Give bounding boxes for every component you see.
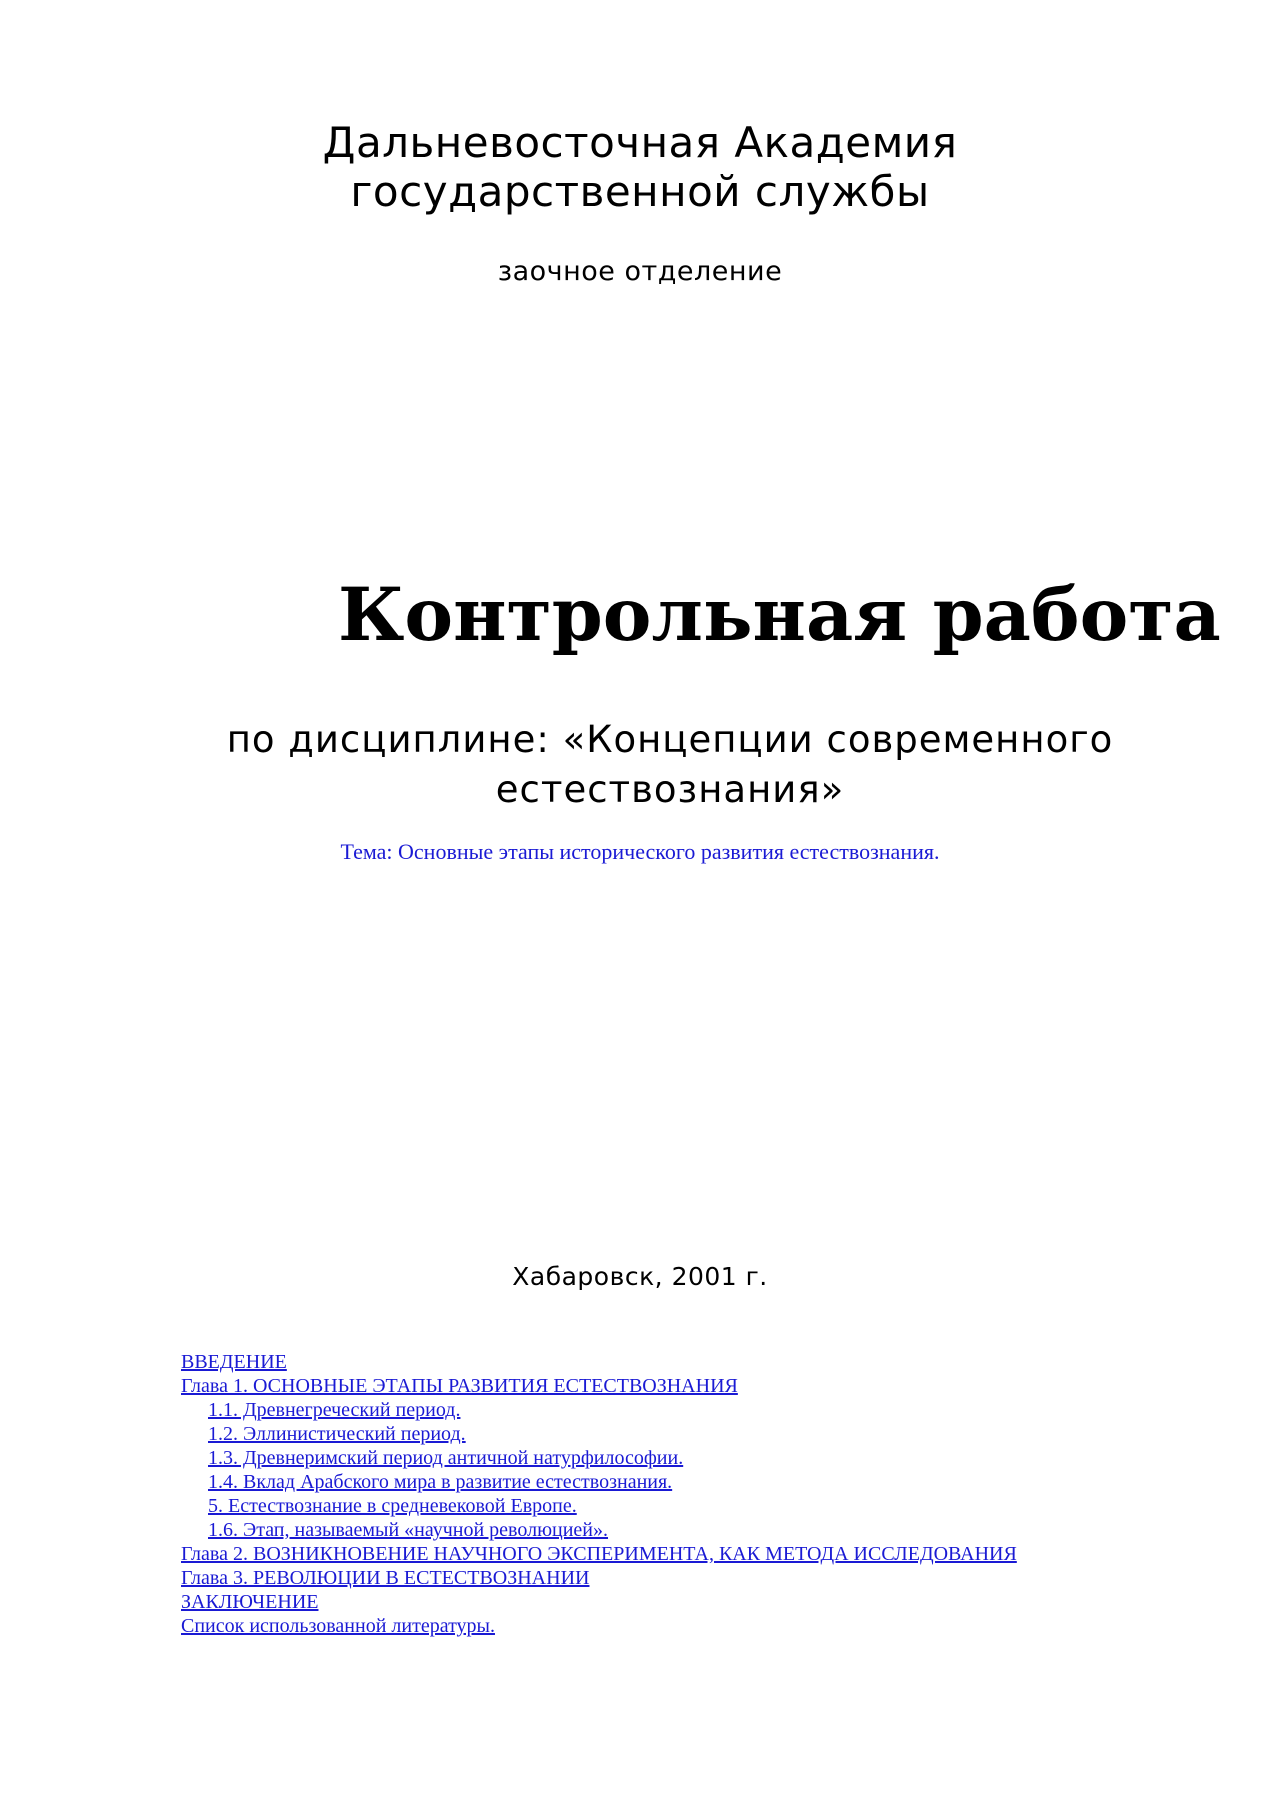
institution-name-line-1: Дальневосточная Академия xyxy=(322,118,958,167)
toc-item xyxy=(181,1590,1181,1614)
toc-link-section-1-3[interactable]: 1.3. Древнеримский период античной натурфилософии. xyxy=(208,1447,684,1469)
table-of-contents xyxy=(181,1350,1181,1638)
city-year: Хабаровск, 2001 г. xyxy=(512,1262,768,1291)
toc-link-introduction[interactable]: ВВЕДЕНИЕ xyxy=(181,1351,287,1373)
toc-item xyxy=(181,1446,1181,1470)
toc-link-section-1-6[interactable]: 1.6. Этап, называемый «научной революцией». xyxy=(208,1519,609,1541)
discipline-title xyxy=(180,715,1160,815)
toc-link-section-1-4[interactable]: 1.4. Вклад Арабского мира в развитие естествознания. xyxy=(208,1471,673,1493)
toc-item xyxy=(181,1350,1181,1374)
toc-link-chapter-3[interactable]: Глава 3. РЕВОЛЮЦИИ В ЕСТЕСТВОЗНАНИИ xyxy=(181,1567,590,1589)
institution-name xyxy=(0,118,1280,216)
toc-link-section-1-5[interactable]: 5. Естествознание в средневековой Европе. xyxy=(208,1495,577,1517)
toc-item xyxy=(181,1374,1181,1398)
work-title: Контрольная работа xyxy=(338,572,1221,658)
toc-link-section-1-1[interactable]: 1.1. Древнегреческий период. xyxy=(208,1399,461,1421)
toc-link-section-1-2[interactable]: 1.2. Эллинистический период. xyxy=(208,1423,466,1445)
discipline-title-line-2: естествознания» xyxy=(495,768,845,811)
toc-link-chapter-2[interactable]: Глава 2. ВОЗНИКНОВЕНИЕ НАУЧНОГО ЭКСПЕРИМЕНТА, КАК МЕТОДА ИССЛЕДОВАНИЯ xyxy=(181,1543,1017,1565)
toc-item xyxy=(181,1470,1181,1494)
toc-link-chapter-1[interactable]: Глава 1. ОСНОВНЫЕ ЭТАПЫ РАЗВИТИЯ ЕСТЕСТВОЗНАНИЯ xyxy=(181,1375,738,1397)
toc-link-bibliography[interactable]: Список использованной литературы. xyxy=(181,1615,495,1637)
toc-item xyxy=(181,1614,1181,1638)
toc-item xyxy=(181,1398,1181,1422)
toc-item xyxy=(181,1422,1181,1446)
toc-item xyxy=(181,1542,1181,1566)
toc-item xyxy=(181,1566,1181,1590)
discipline-title-line-1: по дисциплине: «Концепции современного xyxy=(226,718,1114,761)
toc-item xyxy=(181,1494,1181,1518)
topic-line: Тема: Основные этапы исторического развития естествознания. xyxy=(340,839,940,864)
institution-name-line-2: государственной службы xyxy=(350,167,930,216)
toc-item xyxy=(181,1518,1181,1542)
toc-link-conclusion[interactable]: ЗАКЛЮЧЕНИЕ xyxy=(181,1591,319,1613)
department-label: заочное отделение xyxy=(497,256,783,287)
